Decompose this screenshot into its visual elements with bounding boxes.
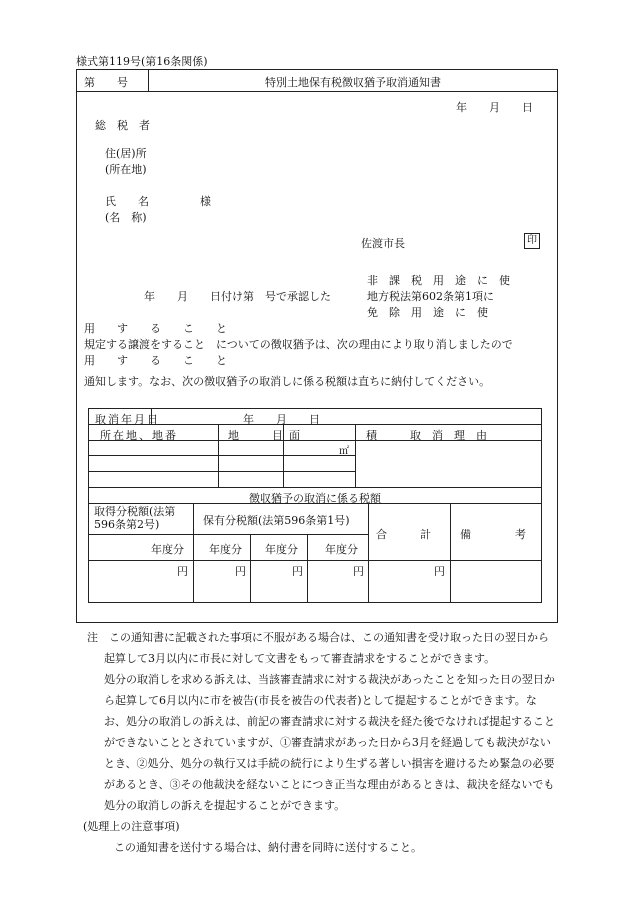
land-category-header: 地 目 <box>228 429 283 442</box>
corp-name-label: (名 称) <box>105 211 147 224</box>
col-line <box>307 534 308 603</box>
approval-text: 年 月 日付け第 号で承認した <box>144 290 331 303</box>
yen-unit: 円 <box>292 565 303 578</box>
note-appeal: 注 この通知書に記載された事項に不服がある場合は、この通知書を受け取った日の翌日から起算して3月以内に市長に対して文書をもって審査請求をすることができます。 <box>87 631 549 665</box>
yen-unit: 円 <box>353 565 364 578</box>
location-header: 所在地、地番 <box>100 429 178 442</box>
option-law-article: 地方税法第602条第1項に <box>367 290 494 303</box>
header-divider <box>76 91 558 92</box>
col-line <box>450 503 451 603</box>
row-line <box>88 455 355 456</box>
holding-tax-label: 保有分税額(法第596条第1号) <box>203 514 350 527</box>
document-number-label: 第 号 <box>84 76 128 89</box>
form-number: 様式第119号(第16条関係) <box>76 55 208 68</box>
cancel-date-label: 取消年月日 <box>95 413 160 426</box>
issuer-name: 佐渡市長 <box>361 237 405 250</box>
processing-notes-heading: (処理上の注意事項) <box>83 820 180 833</box>
tax-section-title: 徴収猶予の取消に係る税額 <box>249 492 381 505</box>
area-unit: ㎡ <box>339 446 349 457</box>
honorific: 様 <box>200 195 211 208</box>
note-lawsuit: 処分の取消しを求める訴えは、当該審査請求に対する裁決があったことを知った日の翌日から起算して6月以内に市を被告(市長を被告の代表者)として提起することができます。なお、処分の取消しの訴えは、前記の審査請求に対する裁決を経た後でなければ提起することができないこととされていますが、①審査請求があった日から3月を経過しても裁決がないとき、②処分、処分の執行又は手続の続行により生ずる著しい損害を避けるため緊急の必要があるとき、③その他裁決を経ないことにつき正当な理由があるときは、裁決を経ないでも処分の取消しの訴えを提起することができます。 <box>104 673 555 812</box>
cancel-date-value: 年 月 日 <box>243 413 320 426</box>
location-label: (所在地) <box>105 163 147 176</box>
col-line <box>250 534 251 603</box>
row-line <box>88 487 542 488</box>
row-line <box>88 471 355 472</box>
year-label: 年度分 <box>209 543 242 556</box>
transfer-text: 規定する譲渡をすること についての徴収猶予は、次の理由により取り消しましたので <box>84 338 513 351</box>
area-header: 面 積 <box>289 429 377 442</box>
col-line <box>193 503 194 603</box>
col-line <box>368 503 369 603</box>
addressee-label: 総 税 者 <box>95 119 150 132</box>
use-text-top: 用 す る こ と <box>84 322 227 335</box>
remarks-label: 備 考 <box>460 528 526 541</box>
year-label: 年度分 <box>325 543 358 556</box>
option-exempt: 免 除 用 途 に 使 <box>367 306 488 319</box>
total-label: 合 計 <box>376 528 431 541</box>
yen-unit: 円 <box>235 565 246 578</box>
address-label: 住(居)所 <box>105 147 147 160</box>
document-title: 特別土地保有税徴収猶予取消通知書 <box>265 76 441 89</box>
year-label: 年度分 <box>151 543 184 556</box>
notify-text: 通知します。なお、次の徴収猶予の取消しに係る税額は直ちに納付してください。 <box>84 375 491 388</box>
year-label: 年度分 <box>265 543 298 556</box>
option-nontaxable: 非 課 税 用 途 に 使 <box>367 274 510 287</box>
notes-section <box>83 627 557 858</box>
acquisition-tax-label: 取得分税額(法第596条第2号) <box>94 505 176 531</box>
reason-header: 取 消 理 由 <box>410 429 487 442</box>
col-line <box>283 424 284 487</box>
row-line <box>88 534 368 535</box>
use-text-bottom: 用 す る こ と <box>84 354 227 367</box>
issue-date: 年 月 日 <box>456 101 533 114</box>
row-line <box>88 560 542 561</box>
yen-unit: 円 <box>434 565 445 578</box>
processing-note: この通知書を送付する場合は、納付書を同時に送付すること。 <box>114 841 422 854</box>
yen-unit: 円 <box>177 565 188 578</box>
col-line <box>218 424 219 487</box>
name-label: 氏 名 <box>105 195 149 208</box>
seal-mark: 印 <box>524 233 540 249</box>
